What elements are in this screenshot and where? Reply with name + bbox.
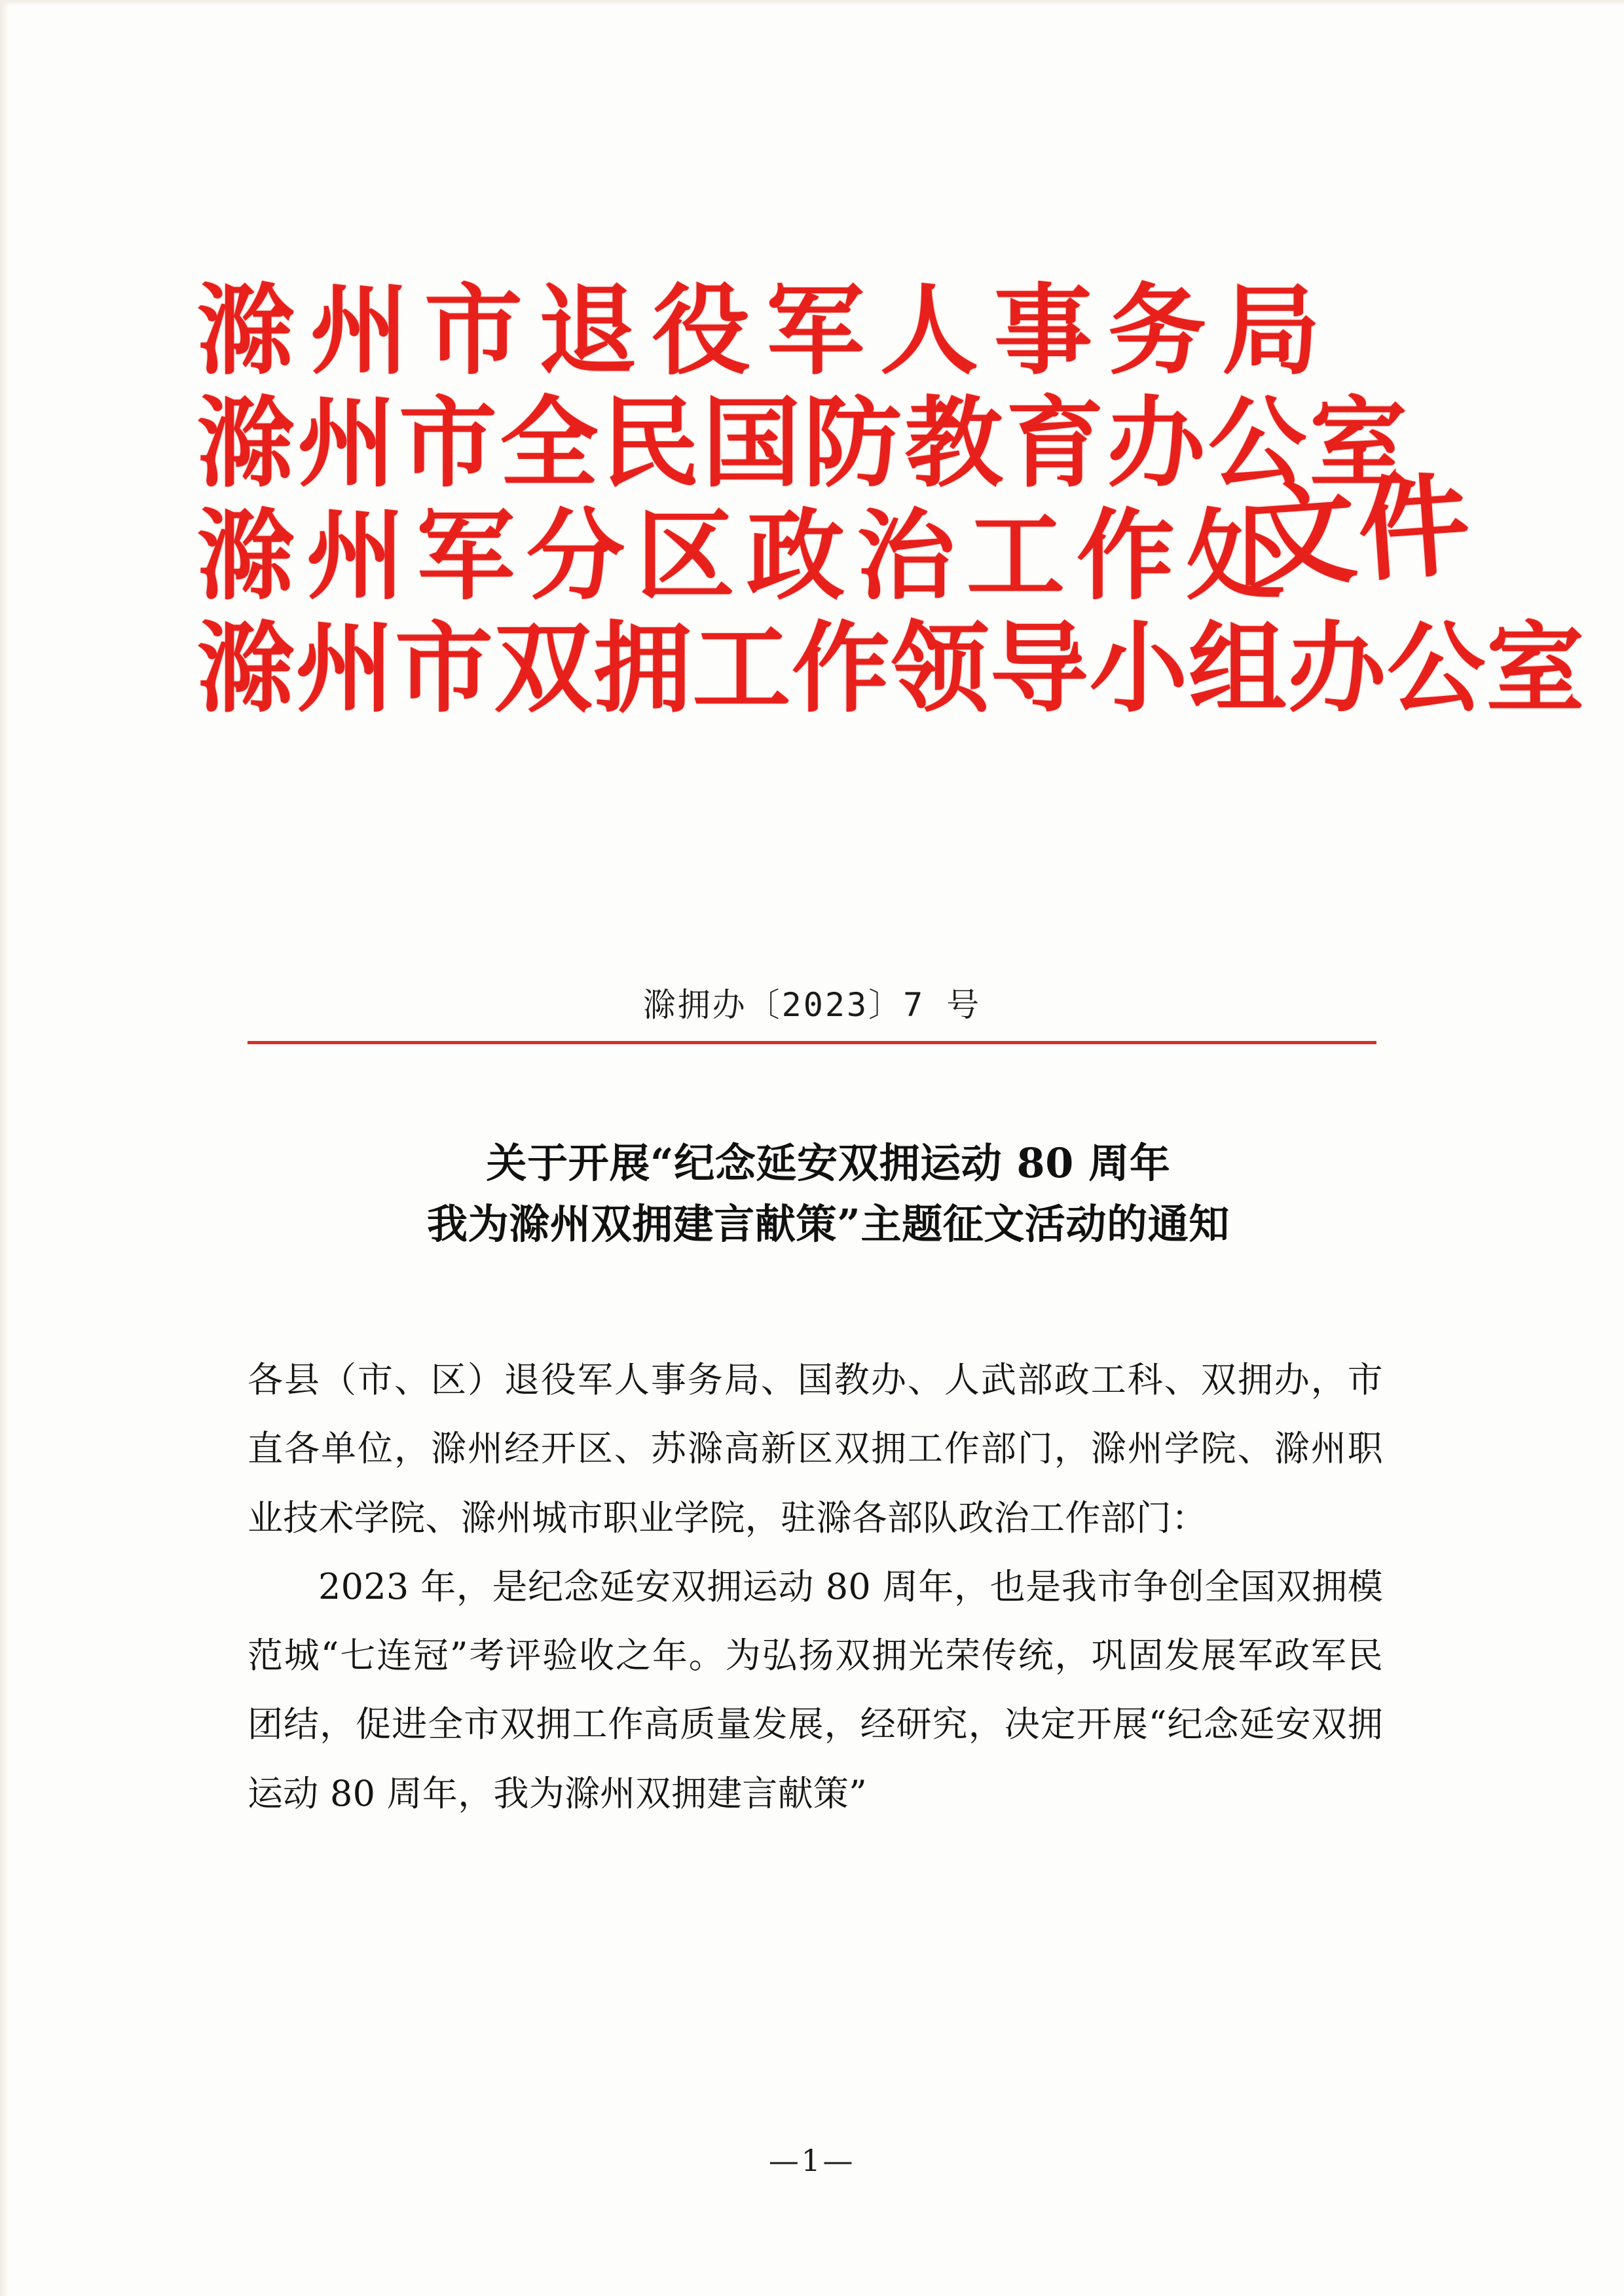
scan-edge-top — [0, 0, 1624, 7]
letterhead-line-2: 滁州市全民国防教育办公室 — [196, 386, 1411, 501]
letterhead — [0, 273, 1624, 732]
letterhead-line-3: 滁州军分区政治工作处 — [196, 498, 1297, 613]
page-number-footer: —1— — [768, 2143, 856, 2178]
document-number: 滁拥办〔2023〕7 号 — [642, 986, 982, 1024]
red-divider-rule — [248, 1041, 1376, 1044]
body-paragraph-recipients: 各县（市、区）退役军人事务局、国教办、人武部政工科、双拥办，市直各单位，滁州经开区、苏滁高新区双拥工作部门，滁州学院、滁州职业技术学院、滁州城市职业学院，驻滁各部队政治工作部门： — [248, 1359, 1383, 1539]
body-paragraph-intro: 2023 年，是纪念延安双拥运动 80 周年，也是我市争创全国双拥模范城“七连冠”考评验收之年。为弘扬双拥光荣传统，巩固发展军政军民团结，促进全市双拥工作高质量发展，经研究，决定开展“纪念延安双拥运动 80 周年，我为滁州双拥建言献策” — [248, 1565, 1383, 1814]
letterhead-line-4: 滁州市双拥工作领导小组办公室 — [196, 611, 1586, 726]
document-title-line-1: 关于开展“纪念延安双拥运动 80 周年 — [486, 1139, 1171, 1187]
document-title — [282, 1133, 1375, 1254]
document-body — [248, 1345, 1383, 1828]
letterhead-document-badge: 文件 — [1240, 459, 1477, 606]
document-title-line-2: 我为滁州双拥建言献策”主题征文活动的通知 — [426, 1200, 1230, 1248]
letterhead-line-1: 滁州市退役军人事务局 — [196, 273, 1337, 388]
